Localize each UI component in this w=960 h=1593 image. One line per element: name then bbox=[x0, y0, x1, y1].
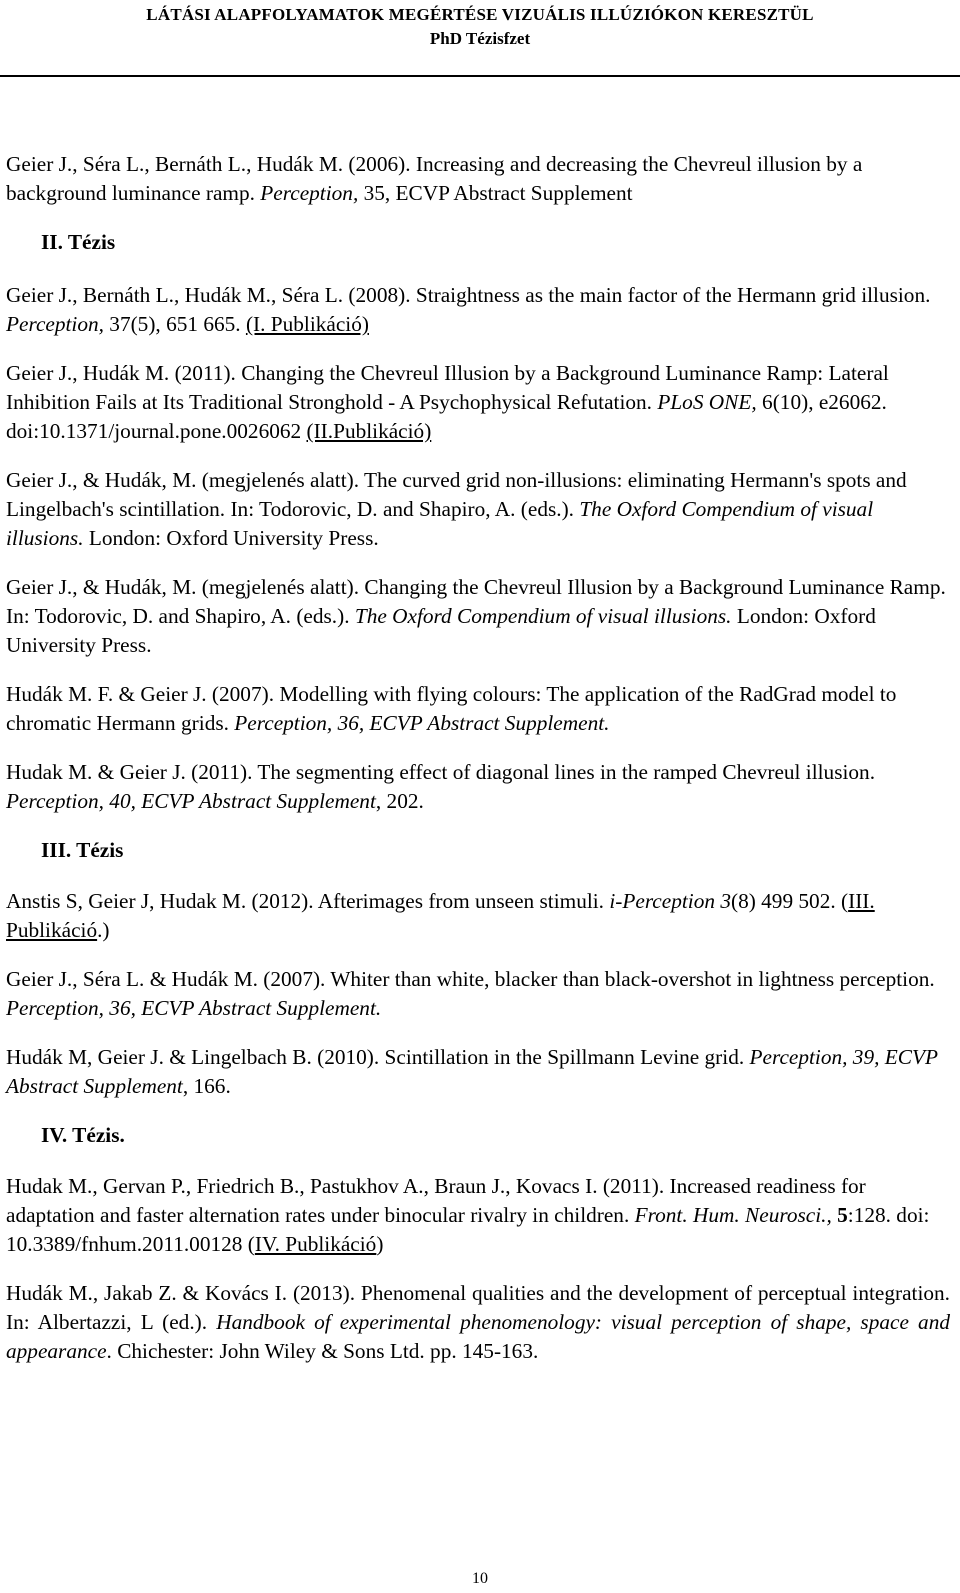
header-title: LÁTÁSI ALAPFOLYAMATOK MEGÉRTÉSE VIZUÁLIS ILLÚZIÓKON KERESZTÜL bbox=[146, 5, 814, 24]
section-heading-thesis-4: IV. Tézis. bbox=[41, 1123, 125, 1147]
reference-5: Geier J., & Hudák, M. (megjelenés alatt). Changing the Chevreul Illusion by a Background Luminance Ramp. In: Todorovic, D. and Shapiro, A. (eds.). The Oxford Compendium of visual illusions. London: Oxford University Press. bbox=[6, 575, 946, 657]
reference-2: Geier J., Bernáth L., Hudák M., Séra L. (2008). Straightness as the main factor of the Hermann grid illusion. Perception, 37(5), 651 665. (I. Publikáció) bbox=[6, 283, 931, 336]
reference-9: Geier J., Séra L. & Hudák M. (2007). Whiter than white, blacker than black-overshot in lightness perception. Perception, 36, ECVP Abstract Supplement. bbox=[6, 967, 935, 1020]
page-number: 10 bbox=[472, 1570, 488, 1587]
publication-link[interactable]: (I. Publikáció) bbox=[245, 312, 369, 336]
header-rule bbox=[0, 75, 960, 77]
reference-8: Anstis S, Geier J, Hudak M. (2012). Afterimages from unseen stimuli. i-Perception 3(8) 499 502. (III. Publikáció.) bbox=[6, 889, 875, 942]
section-heading-thesis-2: II. Tézis bbox=[41, 230, 116, 254]
reference-1: Geier J., Séra L., Bernáth L., Hudák M. (2006). Increasing and decreasing the Chevreul illusion by a background luminance ramp. Perception, 35, ECVP Abstract Supplement bbox=[6, 152, 863, 205]
reference-12: Hudák M., Jakab Z. & Kovács I. (2013). Phenomenal qualities and the development of perceptual integration. In: Albertazzi, L (ed.). Handbook of experimental phenomenology: visual perception of shape, space and appearance. Chichester: John Wiley & Sons Ltd. pp. 145-163. bbox=[6, 1281, 951, 1363]
reference-11: Hudak M., Gervan P., Friedrich B., Pastukhov A., Braun J., Kovacs I. (2011). Increased readiness for adaptation and faster alternation rates under binocular rivalry in children. Front. Hum. Neurosci., 5:128. doi: 10.3389/fnhum.2011.00128 (IV. Publikáció) bbox=[6, 1174, 930, 1256]
reference-7: Hudak M. & Geier J. (2011). The segmenting effect of diagonal lines in the ramped Chevreul illusion. Perception, 40, ECVP Abstract Supplement, 202. bbox=[6, 760, 876, 813]
reference-6: Hudák M. F. & Geier J. (2007). Modelling with flying colours: The application of the RadGrad model to chromatic Hermann grids. Perception, 36, ECVP Abstract Supplement. bbox=[6, 682, 897, 735]
publication-link[interactable]: III. Publikáció bbox=[6, 889, 875, 942]
publication-list bbox=[6, 150, 950, 1386]
reference-4: Geier J., & Hudák, M. (megjelenés alatt). The curved grid non-illusions: eliminating Hermann's spots and Lingelbach's scintillation. In: Todorovic, D. and Shapiro, A. (eds.). The Oxford Compendium of visual illusions. London: Oxford University Press. bbox=[6, 468, 907, 550]
header-subtitle: PhD Tézisfzet bbox=[429, 29, 531, 48]
publication-link[interactable]: (II.Publikáció) bbox=[306, 419, 432, 443]
publication-link[interactable]: IV. Publikáció bbox=[254, 1232, 377, 1256]
section-heading-thesis-3: III. Tézis bbox=[41, 838, 124, 862]
reference-10: Hudák M, Geier J. & Lingelbach B. (2010). Scintillation in the Spillmann Levine grid. Perception, 39, ECVP Abstract Supplement, 166. bbox=[6, 1045, 938, 1098]
reference-3: Geier J., Hudák M. (2011). Changing the Chevreul Illusion by a Background Luminance Ramp: Lateral Inhibition Fails at Its Traditional Stronghold - A Psychophysical Refutation. PLoS ONE, 6(10), e26062. doi:10.1371/journal.pone.0026062 (II.Publikáció) bbox=[6, 361, 889, 443]
